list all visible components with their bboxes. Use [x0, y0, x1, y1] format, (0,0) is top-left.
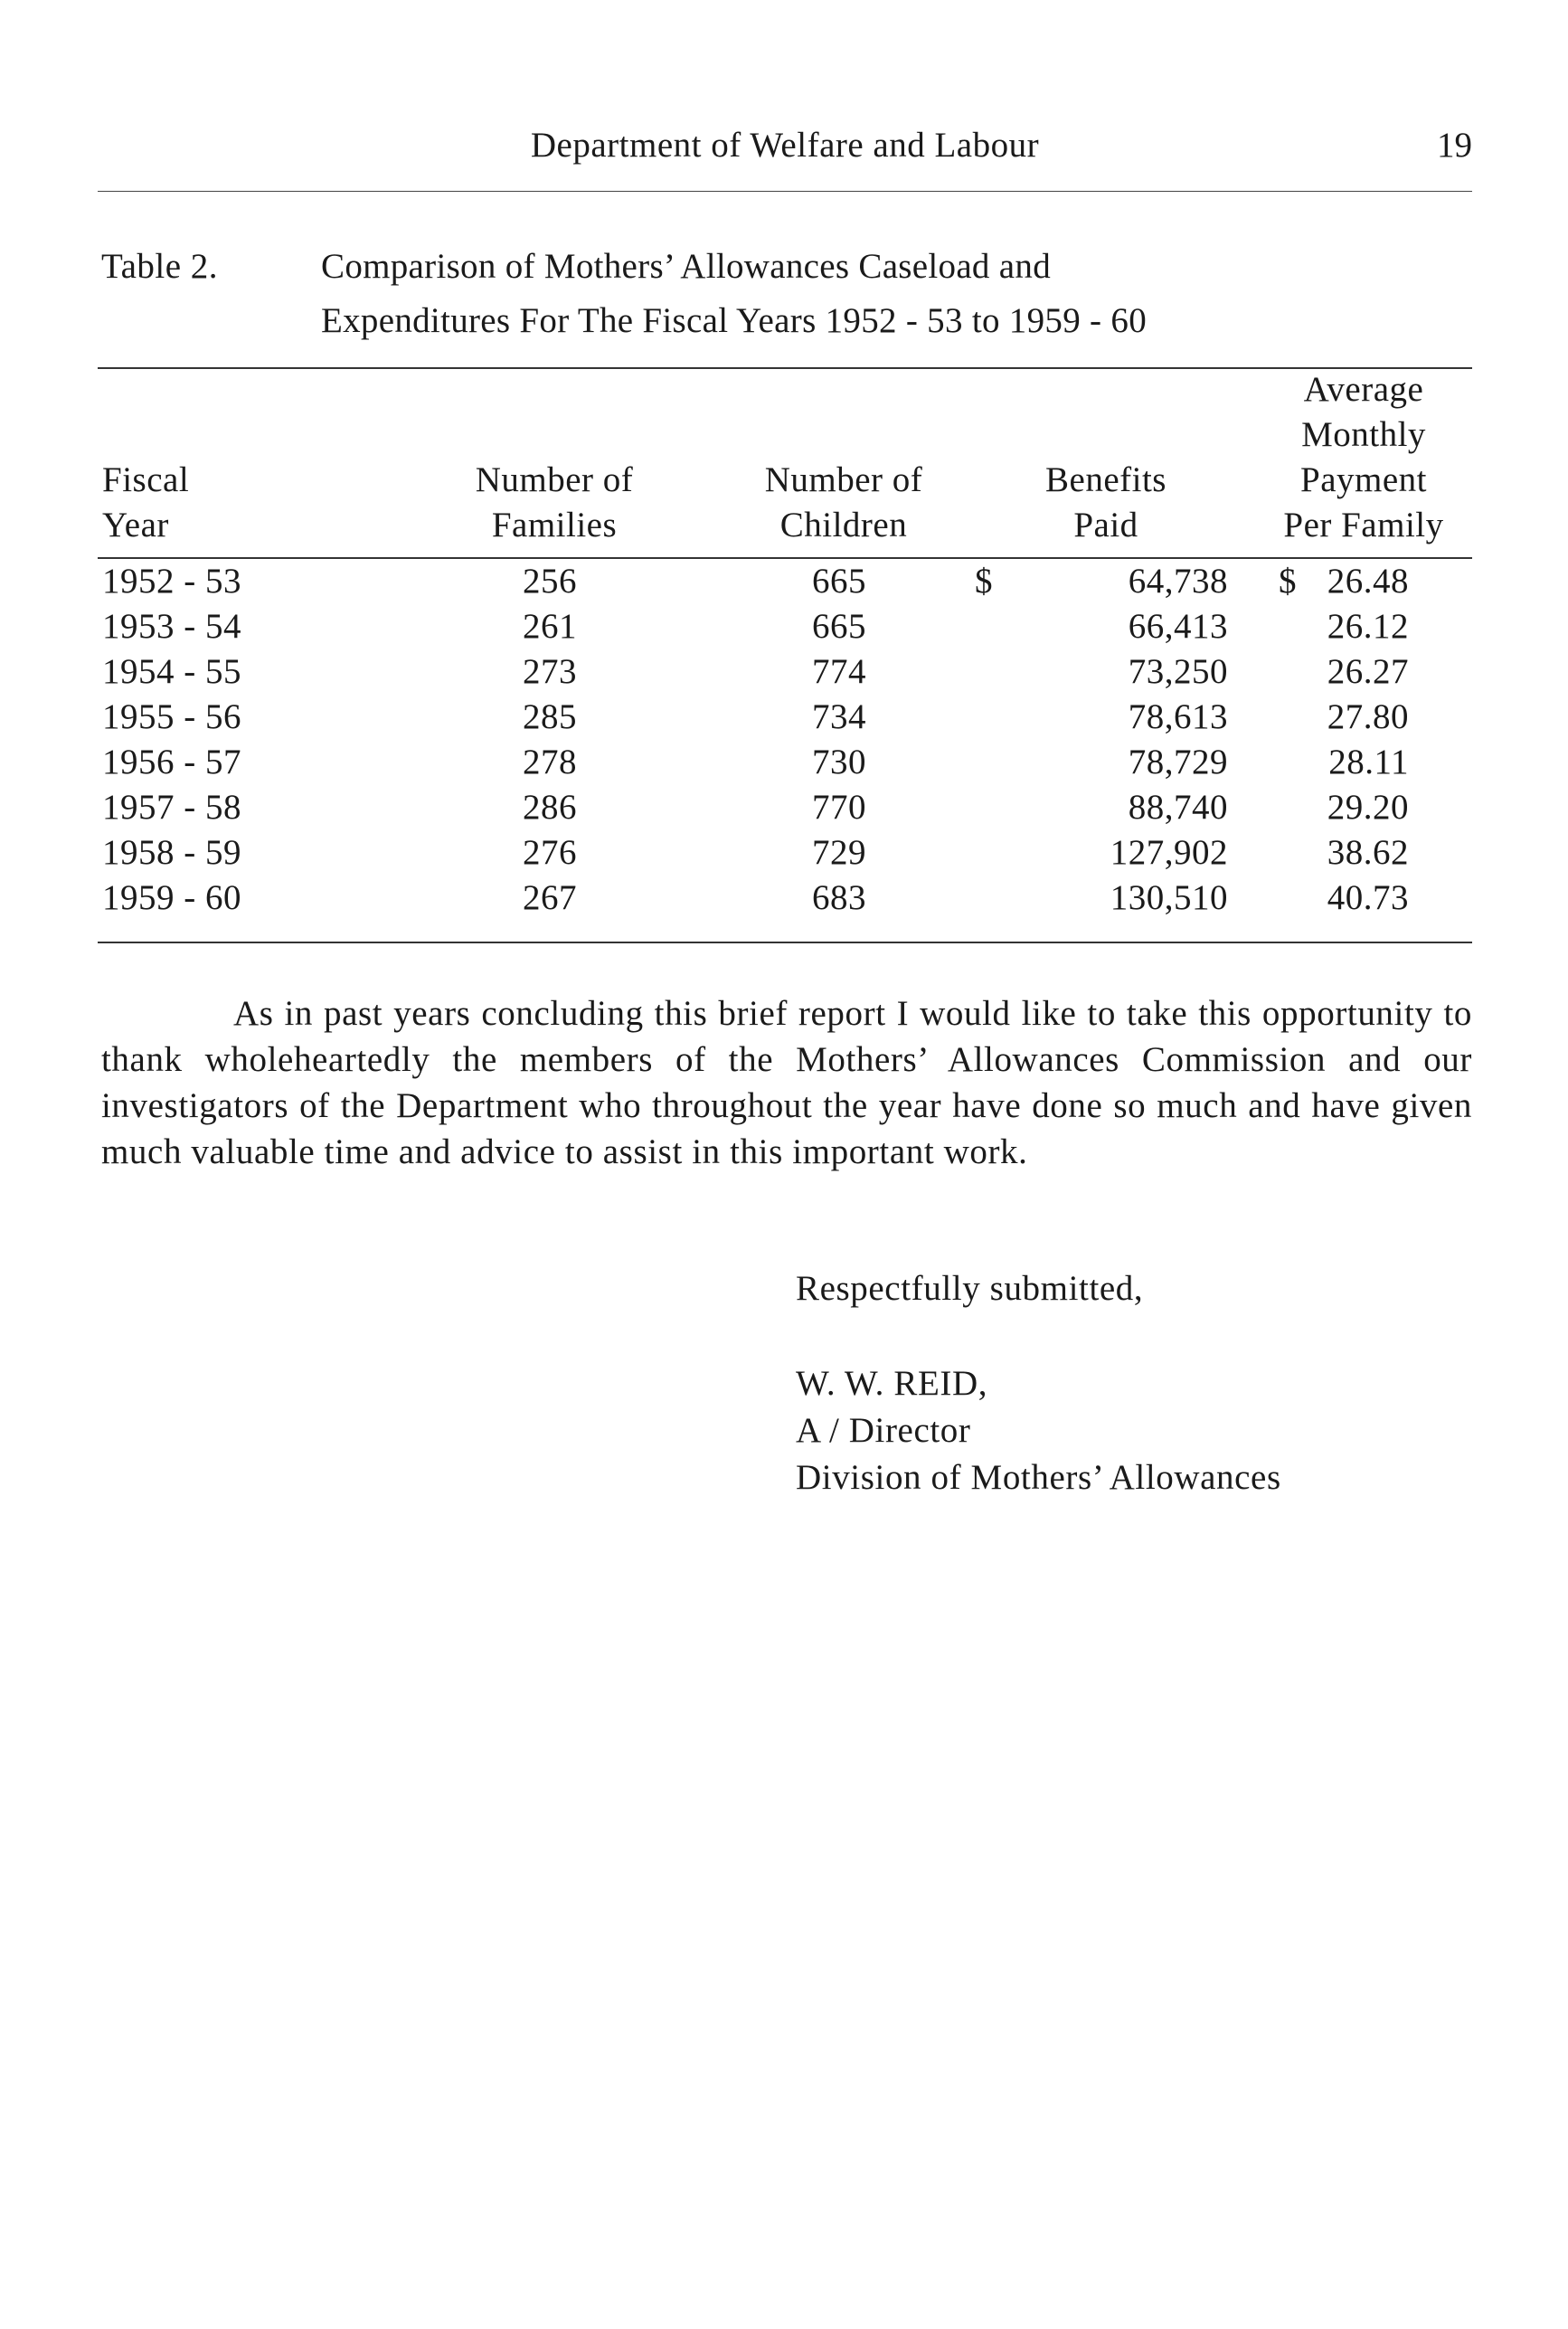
caption-text: [321, 240, 1478, 348]
table-bottom-rule: [98, 942, 1472, 943]
header-children-line-1: Number of: [764, 460, 923, 499]
header-fiscal-year: [102, 458, 189, 548]
cell-children: 730: [812, 743, 866, 781]
table-row: [98, 559, 1472, 604]
cell-children: 729: [812, 833, 866, 872]
cell-fiscal-year: 1958 - 59: [102, 833, 241, 872]
header-children-line-2: Children: [779, 506, 908, 544]
header-families-line-1: Number of: [475, 460, 634, 499]
signature-name: W. W. REID,: [796, 1364, 988, 1403]
cell-families: 267: [523, 878, 577, 917]
cell-families: 278: [523, 743, 577, 781]
cell-fiscal-year: 1956 - 57: [102, 743, 241, 781]
header-average-line-4: Per Family: [1283, 506, 1444, 544]
cell-average-payment: 29.20: [1327, 788, 1409, 827]
signature-division: Division of Mothers’ Allowances: [796, 1458, 1281, 1497]
cell-families: 285: [523, 697, 577, 736]
cell-children: 665: [812, 607, 866, 646]
signature-closing: Respectfully submitted,: [796, 1269, 1144, 1308]
cell-benefits: 66,413: [1128, 607, 1228, 646]
cell-benefits: 127,902: [1110, 833, 1228, 872]
caption-label: Table 2.: [101, 247, 219, 286]
cell-families: 276: [523, 833, 577, 872]
cell-fiscal-year: 1957 - 58: [102, 788, 241, 827]
cell-benefits: 78,729: [1128, 743, 1228, 781]
header-benefits-line-2: Paid: [1073, 506, 1138, 544]
header-average-line-3: Payment: [1300, 460, 1427, 499]
cell-benefits: 73,250: [1128, 652, 1228, 691]
closing-paragraph: As in past years concluding this brief report I would like to take this opportunity to thank wholeheartedly the members of the Mothers’ Allowances Commission and our investigators of the Department who throughout the year have done so much and have given much valuable time and advice to assist in this important work.: [101, 994, 1472, 1171]
header-title: Department of Welfare and Labour: [530, 126, 1040, 165]
cell-average-payment: 40.73: [1327, 878, 1409, 917]
header-fiscal-year-line-2: Year: [102, 506, 169, 544]
header-rule: [98, 191, 1472, 192]
table-row: [98, 876, 1472, 921]
caption-line-2: Expenditures For The Fiscal Years 1952 - 53 to 1959 - 60: [321, 301, 1147, 340]
cell-children: 683: [812, 878, 866, 917]
cell-benefits: 130,510: [1110, 878, 1228, 917]
cell-families: 273: [523, 652, 577, 691]
cell-children: 734: [812, 697, 866, 736]
cell-benefits: 64,738: [1128, 562, 1228, 601]
header-number-of-families: [423, 458, 685, 548]
cell-average-payment: 38.62: [1327, 833, 1409, 872]
cell-families: 256: [523, 562, 577, 601]
cell-average-payment: 26.27: [1327, 652, 1409, 691]
table-row: [98, 649, 1472, 695]
header-families-line-2: Families: [491, 506, 618, 544]
cell-fiscal-year: 1953 - 54: [102, 607, 241, 646]
cell-average-payment: 26.12: [1327, 607, 1409, 646]
running-header: [98, 125, 1472, 179]
currency-symbol: $: [1279, 562, 1297, 601]
header-fiscal-year-line-1: Fiscal: [102, 460, 190, 499]
caption-line-1: Comparison of Mothers’ Allowances Caseload and: [321, 247, 1051, 286]
cell-benefits: 78,613: [1128, 697, 1228, 736]
table-row: [98, 604, 1472, 649]
table-row: [98, 695, 1472, 740]
cell-average-payment: 27.80: [1327, 697, 1409, 736]
header-number-of-children: [713, 458, 975, 548]
cell-average-payment: 28.11: [1328, 743, 1409, 781]
page-number: 19: [1437, 126, 1472, 165]
cell-fiscal-year: 1954 - 55: [102, 652, 241, 691]
cell-fiscal-year: 1959 - 60: [102, 878, 241, 917]
table-row: [98, 785, 1472, 830]
cell-children: 770: [812, 788, 866, 827]
cell-families: 286: [523, 788, 577, 827]
table-row: [98, 740, 1472, 785]
cell-families: 261: [523, 607, 577, 646]
header-benefits-line-1: Benefits: [1045, 460, 1167, 499]
signature-title: A / Director: [796, 1411, 971, 1450]
cell-children: 665: [812, 562, 866, 601]
header-benefits-paid: [1002, 458, 1210, 548]
table-row: [98, 830, 1472, 876]
cell-benefits: 88,740: [1128, 788, 1228, 827]
header-average-monthly-payment: [1255, 367, 1472, 548]
header-average-line-1: Average: [1303, 370, 1424, 409]
currency-symbol: $: [975, 562, 993, 601]
cell-children: 774: [812, 652, 866, 691]
cell-fiscal-year: 1952 - 53: [102, 562, 241, 601]
cell-fiscal-year: 1955 - 56: [102, 697, 241, 736]
header-average-line-2: Monthly: [1301, 415, 1426, 454]
cell-average-payment: 26.48: [1327, 562, 1409, 601]
